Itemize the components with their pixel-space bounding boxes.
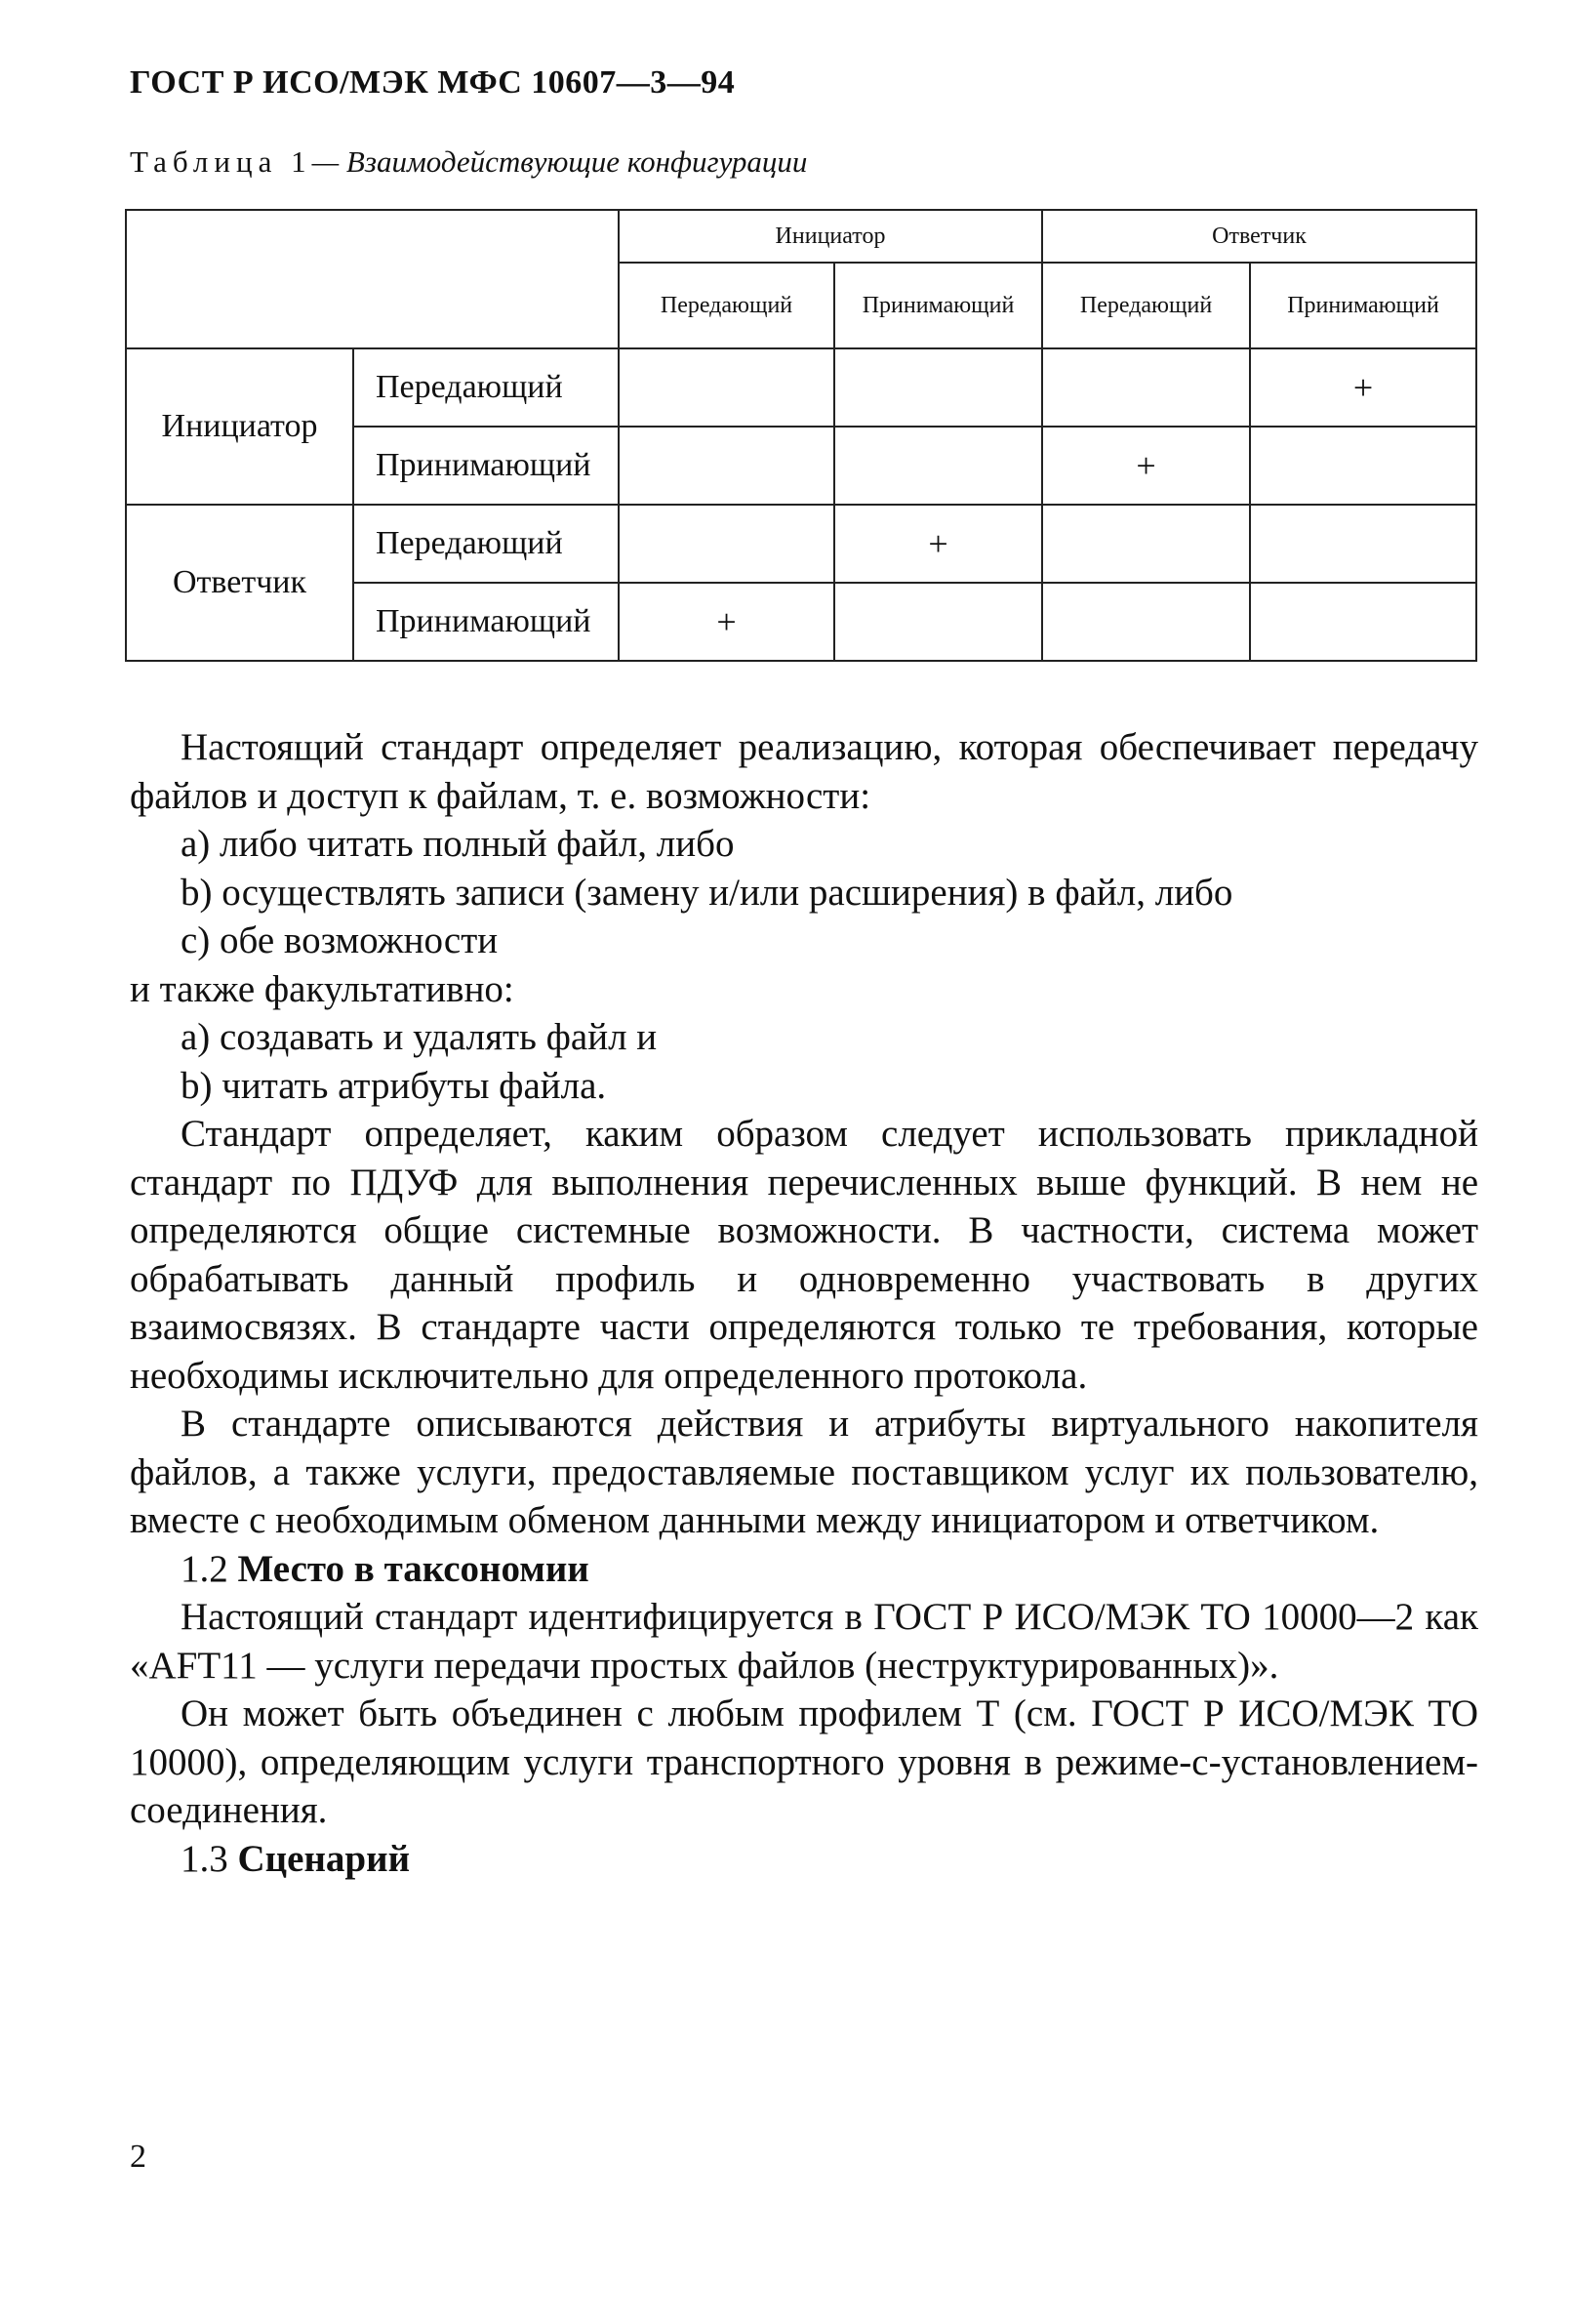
section-number: 1.2 (181, 1547, 228, 1590)
table-cell: + (834, 505, 1042, 583)
col-responder-receiving: Принимающий (1250, 263, 1476, 348)
table-corner-cell (126, 210, 619, 348)
col-initiator-sending: Передающий (619, 263, 834, 348)
row-group-responder: Ответчик (126, 505, 353, 661)
list-item: b) осуществлять записи (замену и/или расширения) в файл, либо (181, 871, 1233, 914)
list-item: c) обе возможности (181, 919, 499, 961)
page-number: 2 (130, 2139, 146, 2175)
table-cell (1250, 583, 1476, 661)
col-responder-sending: Передающий (1042, 263, 1250, 348)
table-cell (619, 505, 834, 583)
section-title: Место в таксономии (237, 1547, 589, 1590)
col-initiator-receiving: Принимающий (834, 263, 1042, 348)
row-label: Передающий (353, 348, 619, 427)
table-cell (834, 348, 1042, 427)
list-item: а) либо читать полный файл, либо (181, 823, 735, 865)
table-cell: + (619, 583, 834, 661)
list-item: b) читать атрибуты файла. (181, 1064, 607, 1107)
table-cell (1042, 348, 1250, 427)
section-heading-1-2 (130, 1545, 1478, 1594)
paragraph-virtual-filestore: В стандарте описываются действия и атрибуты виртуального накопителя файлов, а также услуги, предоставляемые поставщиком услуг их пользователю, вместе с необходимым обменом данными между инициатором и ответчиком. (130, 1403, 1478, 1541)
row-label: Передающий (353, 505, 619, 583)
table-cell: + (1042, 427, 1250, 505)
table-caption (130, 144, 807, 180)
list-item: а) создавать и удалять файл и (181, 1016, 658, 1058)
table-header-row (126, 210, 1476, 263)
table-caption-title: — Взаимодействующие конфигурации (311, 144, 808, 179)
row-label: Принимающий (353, 583, 619, 661)
document-header: ГОСТ Р ИСО/МЭК МФС 10607—3—94 (130, 64, 736, 101)
section-heading-1-3 (130, 1835, 1478, 1884)
section-title: Сценарий (237, 1837, 411, 1880)
table-cell (1042, 583, 1250, 661)
table-cell (834, 427, 1042, 505)
table-cell (619, 427, 834, 505)
table-cell (1250, 427, 1476, 505)
paragraph-optional: и также факультативно: (130, 967, 514, 1010)
paragraph-profile-t: Он может быть объединен с любым профилем Т (см. ГОСТ Р ИСО/МЭК ТО 10000), определяющим услуги транспортного уровня в режиме-с-установлением-соединения. (130, 1692, 1478, 1831)
table-row (126, 505, 1476, 583)
table-cell: + (1250, 348, 1476, 427)
paragraph-intro: Настоящий стандарт определяет реализацию, которая обеспечивает передачу файлов и доступ к файлам, т. е. возможности: (130, 726, 1478, 817)
table-cell (619, 348, 834, 427)
row-group-initiator: Инициатор (126, 348, 353, 505)
paragraph-taxonomy: Настоящий стандарт идентифицируется в ГОСТ Р ИСО/МЭК ТО 10000—2 как «AFT11 — услуги передачи простых файлов (неструктурированных)». (130, 1596, 1478, 1687)
table-cell (1042, 505, 1250, 583)
row-label: Принимающий (353, 427, 619, 505)
col-group-initiator: Инициатор (619, 210, 1042, 263)
paragraph-standard-defines: Стандарт определяет, каким образом следует использовать прикладной стандарт по ПДУФ для выполнения перечисленных выше функций. В нем не определяются общие системные возможности. В частности, система может обрабатывать данный профиль и одновременно участвовать в других взаимосвязях. В стандарте части определяются только те требования, которые необходимы исключительно для определенного протокола. (130, 1113, 1478, 1397)
table-cell (1250, 505, 1476, 583)
table-caption-label: Таблица 1 (130, 144, 312, 179)
table-row (126, 348, 1476, 427)
table-cell (834, 583, 1042, 661)
body-text (130, 723, 1478, 1883)
col-group-responder: Ответчик (1042, 210, 1476, 263)
configuration-table (125, 209, 1477, 662)
section-number: 1.3 (181, 1837, 228, 1880)
